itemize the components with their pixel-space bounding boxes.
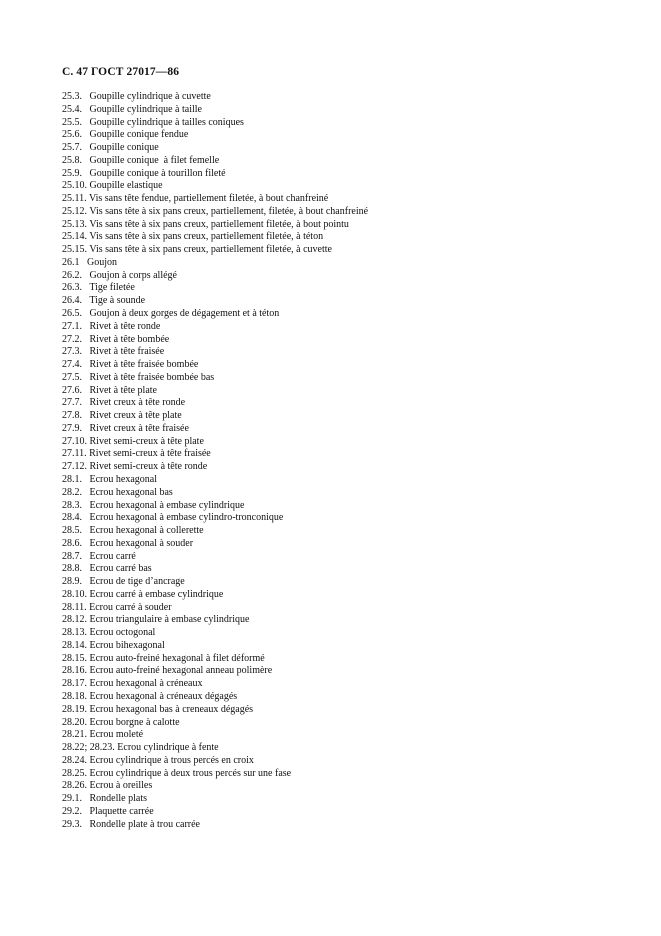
list-item: 27.2. Rivet à tête bombée — [62, 333, 170, 345]
list-item: 26.3. Tige filetée — [62, 282, 135, 294]
list-item: 27.3. Rivet à tête fraisée — [62, 346, 165, 358]
list-item: 26.4. Tige à sounde — [62, 295, 146, 307]
list-item: 28.15. Ecrou auto-freiné hexagonal à filet déformé — [62, 652, 265, 664]
list-item: 28.1. Ecrou hexagonal — [62, 473, 157, 485]
list-item: 28.10. Ecrou carré à embase cylindrique — [62, 588, 224, 600]
list-item: 28.9. Ecrou de tige d’ancrage — [62, 576, 185, 588]
list-item: 27.11. Rivet semi-creux à tête fraisée — [62, 448, 211, 460]
list-item: 25.11. Vis sans tête fendue, partiellement filetée, à bout chanfreiné — [62, 193, 329, 205]
list-item: 28.7. Ecrou carré — [62, 550, 136, 562]
list-item: 25.14. Vis sans tête à six pans creux, partiellement filetée, à téton — [62, 231, 324, 243]
list-item: 28.6. Ecrou hexagonal à souder — [62, 537, 194, 549]
list-item: 25.10. Goupille elastique — [62, 180, 163, 192]
list-item: 28.21. Ecrou moleté — [62, 729, 144, 741]
list-item: 27.10. Rivet semi-creux à tête plate — [62, 435, 204, 447]
list-item: 28.13. Ecrou octogonal — [62, 627, 156, 639]
list-item: 25.12. Vis sans tête à six pans creux, partiellement, filetée, à bout chanfreiné — [62, 205, 369, 217]
list-item: 25.8. Goupille conique à filet femelle — [62, 154, 220, 166]
list-item: 29.1. Rondelle plats — [62, 793, 147, 805]
list-item: 28.16. Ecrou auto-freiné hexagonal anneau polimère — [62, 665, 273, 677]
list-item: 25.6. Goupille conique fendue — [62, 129, 189, 141]
list-item: 28.8. Ecrou carré bas — [62, 563, 152, 575]
list-item: 28.20. Ecrou borgne à calotte — [62, 716, 180, 728]
list-item: 28.26. Ecrou à oreilles — [62, 780, 153, 792]
list-item: 25.4. Goupille cylindrique à taille — [62, 103, 202, 115]
list-item: 28.18. Ecrou hexagonal à créneaux dégagés — [62, 690, 238, 702]
list-item: 29.3. Rondelle plate à trou carrée — [62, 818, 200, 830]
list-item: 25.9. Goupille conique à tourillon fileté — [62, 167, 226, 179]
list-item: 27.5. Rivet à tête fraisée bombée bas — [62, 371, 215, 383]
list-item: 28.17. Ecrou hexagonal à créneaux — [62, 678, 203, 690]
list-item: 28.5. Ecrou hexagonal à collerette — [62, 525, 204, 537]
list-item: 28.2. Ecrou hexagonal bas — [62, 486, 173, 498]
list-item: 28.22; 28.23. Ecrou cylindrique à fente — [62, 742, 219, 754]
list-item: 27.4. Rivet à tête fraisée bombée — [62, 359, 199, 371]
list-item: 28.24. Ecrou cylindrique à trous percés en croix — [62, 754, 254, 766]
list-item: 26.5. Goujon à deux gorges de dégagement et à téton — [62, 308, 280, 320]
list-item: 27.7. Rivet creux à tête ronde — [62, 397, 186, 409]
list-item: 26.1 Goujon — [62, 256, 117, 268]
list-item: 28.14. Ecrou bihexagonal — [62, 639, 165, 651]
list-item: 25.5. Goupille cylindrique à tailles coniques — [62, 116, 244, 128]
list-item: 28.3. Ecrou hexagonal à embase cylindrique — [62, 499, 245, 511]
page-header: С. 47 ГОСТ 27017—86 — [62, 66, 180, 78]
list-item: 27.12. Rivet semi-creux à tête ronde — [62, 461, 208, 473]
list-item: 27.8. Rivet creux à tête plate — [62, 410, 182, 422]
list-item: 28.4. Ecrou hexagonal à embase cylindro-tronconique — [62, 512, 284, 524]
list-item: 28.11. Ecrou carré à souder — [62, 601, 172, 613]
entry-list — [62, 91, 622, 831]
list-item: 27.6. Rivet à tête plate — [62, 384, 157, 396]
list-item: 26.2. Goujon à corps allégé — [62, 269, 177, 281]
list-item: 27.9. Rivet creux à tête fraisée — [62, 422, 189, 434]
list-item: 29.2. Plaquette carrée — [62, 805, 154, 817]
list-item: 28.19. Ecrou hexagonal bas à creneaux dégagés — [62, 703, 254, 715]
list-item: 27.1. Rivet à tête ronde — [62, 320, 161, 332]
list-item: 25.15. Vis sans tête à six pans creux, partiellement filetée, à cuvette — [62, 244, 332, 256]
list-item: 25.3. Goupille cylindrique à cuvette — [62, 91, 211, 102]
list-item: 25.7. Goupille conique — [62, 142, 159, 154]
list-item: 25.13. Vis sans tête à six pans creux, partiellement filetée, à bout pointu — [62, 218, 349, 230]
list-item: 28.12. Ecrou triangulaire à embase cylindrique — [62, 614, 250, 626]
list-item: 28.25. Ecrou cylindrique à deux trous percés sur une fase — [62, 767, 292, 779]
